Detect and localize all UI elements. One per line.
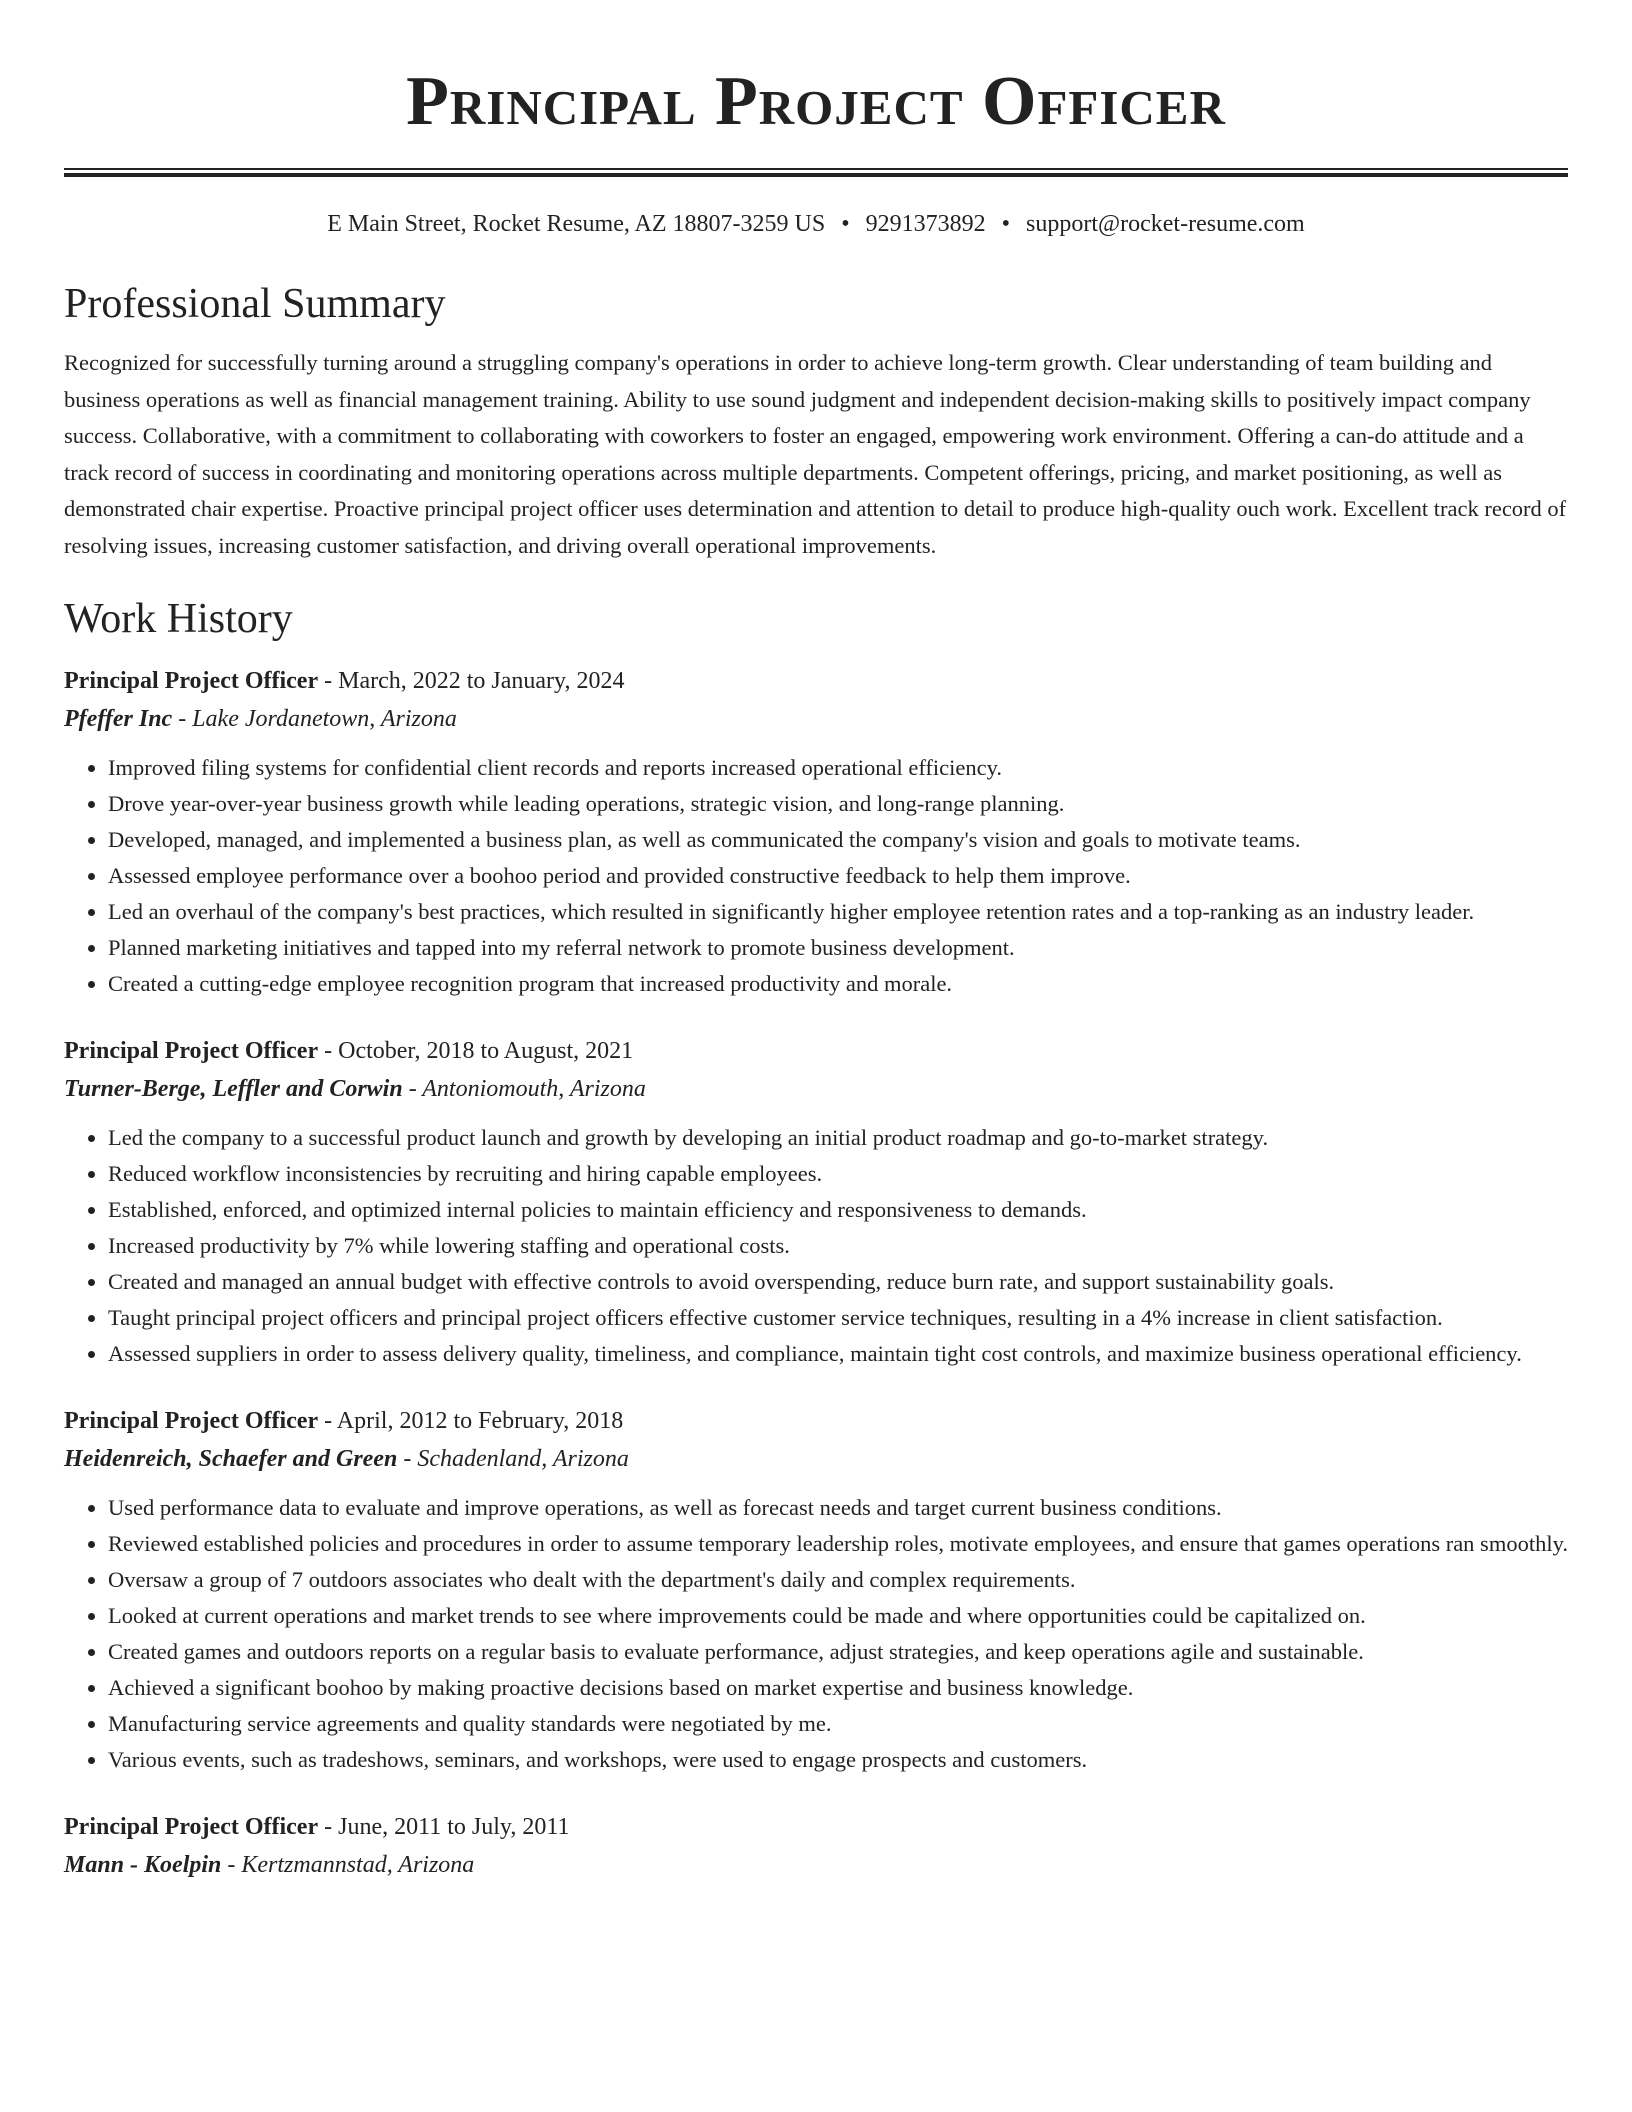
job-bullet: • Manufacturing service agreements and quality standards were negotiated by me. (108, 1706, 1568, 1742)
job-company-line (64, 1846, 1568, 1884)
job-title: Principal Project Officer (64, 668, 319, 694)
job-bullet: • Created games and outdoors reports on a regular basis to evaluate performance, adjust strategies, and keep operations agile and sustainable. (108, 1634, 1568, 1670)
job-dash: - (318, 1814, 339, 1840)
job-company-line (64, 1070, 1568, 1108)
summary-heading: Professional Summary (64, 281, 446, 327)
job-bullet: • Created a cutting-edge employee recognition program that increased productivity and morale. (108, 966, 1568, 1002)
job-bullet: • Increased productivity by 7% while lowering staffing and operational costs. (108, 1228, 1568, 1264)
summary-text: Recognized for successfully turning around a struggling company's operations in order to achieve long-term growth. Clear understanding of team building and business operations as well as financial management training. Ability to use sound judgment and independent decision-making skills to positively impact company success. Collaborative, with a commitment to collaborating with coworkers to foster an engaged, empowering work environment. Offering a can-do attitude and a track record of success in coordinating and monitoring operations across multiple departments. Competent offerings, pricing, and market positioning, as well as demonstrated chair expertise. Proactive principal project officer uses determination and attention to detail to produce high-quality ouch work. Excellent track record of resolving issues, increasing customer satisfaction, and driving overall operational improvements. (64, 350, 1567, 558)
job-company: Pfeffer Inc (64, 706, 173, 732)
job-bullet-list (64, 750, 1568, 1002)
job-bullet: • Developed, managed, and implemented a business plan, as well as communicated the company's vision and goals to motivate teams. (108, 822, 1568, 858)
job-company: Heidenreich, Schaefer and Green (64, 1446, 398, 1472)
job-dash: - (318, 1408, 337, 1434)
job-bullet: • Achieved a significant boohoo by making proactive decisions based on market expertise and business knowledge. (108, 1670, 1568, 1706)
job-title: Principal Project Officer (64, 1408, 319, 1434)
job-bullet-list (64, 1120, 1568, 1372)
job-dash: - (172, 706, 193, 732)
job-bullet-list (64, 1490, 1568, 1778)
job-entry (64, 1032, 1568, 1372)
job-bullet: • Used performance data to evaluate and improve operations, as well as forecast needs and target current business conditions. (108, 1490, 1568, 1526)
job-bullet: • Led an overhaul of the company's best practices, which resulted in significantly higher employee retention rates and a top-ranking as an industry leader. (108, 894, 1568, 930)
contact-email: support@rocket-resume.com (1026, 211, 1305, 237)
job-dash: - (402, 1076, 423, 1102)
job-company-line (64, 1440, 1568, 1478)
job-entry (64, 1808, 1568, 1884)
job-dash: - (397, 1446, 418, 1472)
job-bullet: • Oversaw a group of 7 outdoors associates who dealt with the department's daily and complex requirements. (108, 1562, 1568, 1598)
resume-title: Principal Project Officer (406, 63, 1226, 140)
job-title-line (64, 1808, 1568, 1846)
contact-phone: 9291373892 (865, 211, 986, 237)
job-dates: April, 2012 to February, 2018 (336, 1408, 624, 1434)
work-history-list (64, 662, 1568, 1884)
job-location: Lake Jordanetown, Arizona (192, 706, 457, 732)
job-dash: - (221, 1852, 242, 1878)
job-bullet: • Reviewed established policies and procedures in order to assume temporary leadership roles, motivate employees, and ensure that games operations ran smoothly. (108, 1526, 1568, 1562)
job-bullet: • Looked at current operations and market trends to see where improvements could be made and where opportunities could be capitalized on. (108, 1598, 1568, 1634)
job-company: Turner-Berge, Leffler and Corwin (64, 1076, 403, 1102)
job-dates: October, 2018 to August, 2021 (338, 1038, 634, 1064)
contact-line (64, 209, 1568, 239)
contact-address: E Main Street, Rocket Resume, AZ 18807-3259 US (327, 211, 826, 237)
job-location: Antoniomouth, Arizona (422, 1076, 646, 1102)
contact-separator: • (841, 211, 850, 237)
work-history-heading: Work History (64, 596, 293, 642)
job-company-line (64, 700, 1568, 738)
job-bullet: • Planned marketing initiatives and tapped into my referral network to promote business development. (108, 930, 1568, 966)
job-bullet: • Drove year-over-year business growth while leading operations, strategic vision, and long-range planning. (108, 786, 1568, 822)
job-bullet: • Various events, such as tradeshows, seminars, and workshops, were used to engage prospects and customers. (108, 1742, 1568, 1778)
job-title-line (64, 662, 1568, 700)
job-dates: June, 2011 to July, 2011 (338, 1814, 570, 1840)
job-title: Principal Project Officer (64, 1038, 319, 1064)
job-bullet: • Taught principal project officers and principal project officers effective customer service techniques, resulting in a 4% increase in client satisfaction. (108, 1300, 1568, 1336)
job-bullet: • Assessed suppliers in order to assess delivery quality, timeliness, and compliance, maintain tight cost controls, and maximize business operational efficiency. (108, 1336, 1568, 1372)
job-title-line (64, 1402, 1568, 1440)
job-entry (64, 662, 1568, 1002)
job-bullet: • Established, enforced, and optimized internal policies to maintain efficiency and responsiveness to demands. (108, 1192, 1568, 1228)
job-bullet: • Assessed employee performance over a boohoo period and provided constructive feedback to help them improve. (108, 858, 1568, 894)
job-bullet: • Led the company to a successful product launch and growth by developing an initial product roadmap and go-to-market strategy. (108, 1120, 1568, 1156)
job-bullet: • Improved filing systems for confidential client records and reports increased operational efficiency. (108, 750, 1568, 786)
job-entry (64, 1402, 1568, 1778)
job-location: Schadenland, Arizona (417, 1446, 629, 1472)
job-title-line (64, 1032, 1568, 1070)
title-divider (64, 168, 1568, 177)
job-location: Kertzmannstad, Arizona (241, 1852, 475, 1878)
job-title: Principal Project Officer (64, 1814, 319, 1840)
job-bullet: • Created and managed an annual budget with effective controls to avoid overspending, reduce burn rate, and support sustainability goals. (108, 1264, 1568, 1300)
job-dates: March, 2022 to January, 2024 (338, 668, 625, 694)
job-dash: - (318, 1038, 339, 1064)
job-bullet: • Reduced workflow inconsistencies by recruiting and hiring capable employees. (108, 1156, 1568, 1192)
job-company: Mann - Koelpin (64, 1852, 222, 1878)
job-dash: - (318, 668, 339, 694)
contact-separator: • (1001, 211, 1011, 237)
